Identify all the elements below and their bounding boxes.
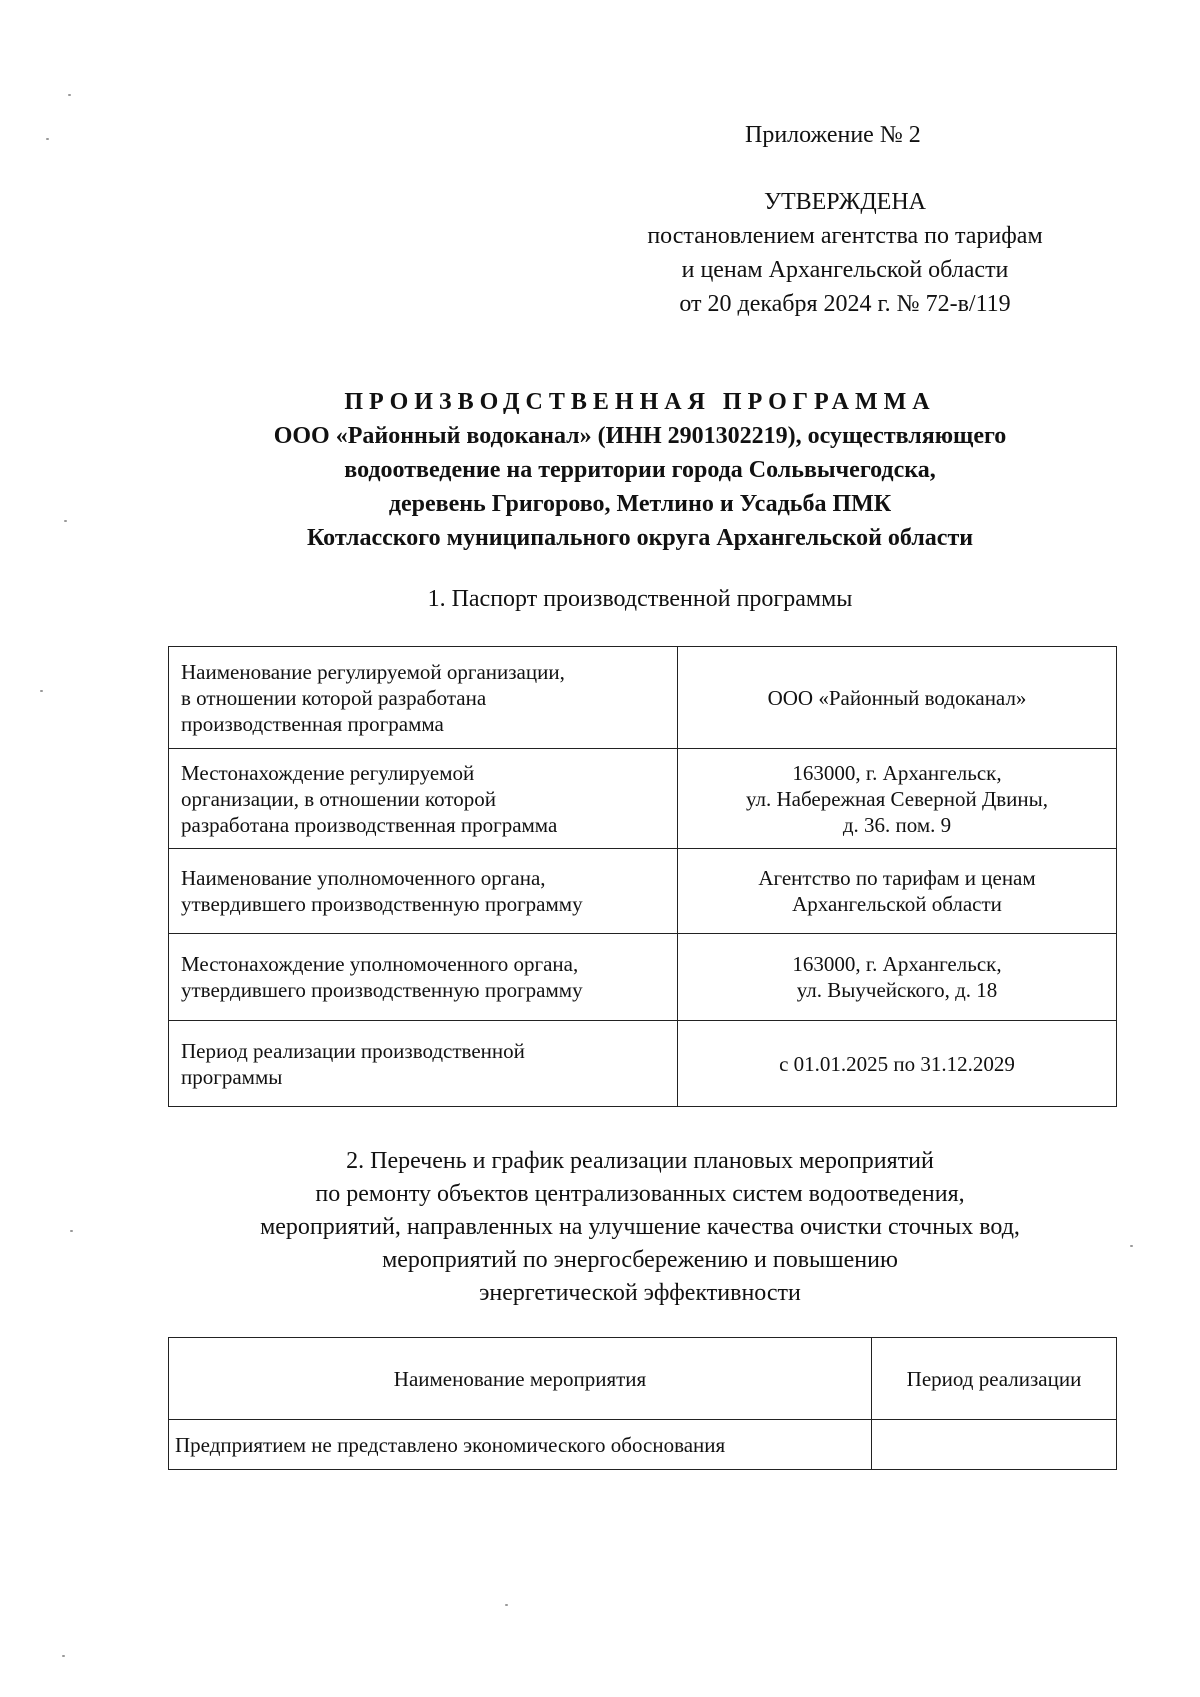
title-line-3: водоотведение на территории города Сольвычегодска, xyxy=(344,457,936,483)
label-line: утвердившего производственную программу xyxy=(181,892,583,916)
table-row xyxy=(169,849,1117,934)
scan-speck xyxy=(1130,1245,1133,1247)
table-header-row xyxy=(169,1338,1117,1420)
label-line: Наименование регулируемой организации, xyxy=(181,659,565,684)
passport-value xyxy=(678,647,1117,749)
appendix-number: Приложение № 2 xyxy=(745,122,921,148)
label-line: производственная программа xyxy=(181,711,444,736)
column-header-name: Наименование мероприятия xyxy=(169,1338,872,1420)
label-line: Наименование уполномоченного органа, xyxy=(181,866,546,890)
heading-line: 2. Перечень и график реализации плановых мероприятий xyxy=(346,1148,934,1174)
label-line: Период реализации производственной xyxy=(181,1038,525,1063)
passport-label xyxy=(169,849,678,934)
value-line: ул. Выучейского, д. 18 xyxy=(796,978,998,1002)
passport-label xyxy=(169,647,678,749)
scan-speck xyxy=(62,1655,65,1657)
scan-speck xyxy=(70,1230,73,1232)
passport-label xyxy=(169,749,678,849)
passport-value xyxy=(678,1021,1117,1107)
scan-speck xyxy=(64,520,67,522)
section-2-heading xyxy=(180,1145,1100,1310)
scan-speck xyxy=(46,138,49,140)
label-line: разработана производственная программа xyxy=(181,812,558,837)
value-line: 163000, г. Архангельск, xyxy=(792,952,1002,976)
passport-value xyxy=(678,934,1117,1021)
heading-line: мероприятий по энергосбережению и повышению xyxy=(382,1247,898,1273)
passport-label xyxy=(169,1021,678,1107)
table-row xyxy=(169,934,1117,1021)
title-line-5: Котласского муниципального округа Архангельской области xyxy=(306,525,974,551)
table-row xyxy=(169,749,1117,849)
passport-label xyxy=(169,934,678,1021)
approved-date: от 20 декабря 2024 г. № 72-в/119 xyxy=(679,291,1011,317)
table-row xyxy=(169,1021,1117,1107)
approval-stamp xyxy=(590,185,1100,321)
scan-speck xyxy=(505,1604,508,1606)
value-line: Агентство по тарифам и ценам xyxy=(758,866,1036,890)
table-row xyxy=(169,1420,1117,1470)
label-line: Местонахождение регулируемой xyxy=(181,760,475,785)
approved-by: постановлением агентства по тарифам xyxy=(647,223,1043,249)
label-line: организации, в отношении которой xyxy=(181,786,496,811)
approved-by-2: и ценам Архангельской области xyxy=(681,257,1009,283)
value-line: ул. Набережная Северной Двины, xyxy=(745,786,1049,811)
passport-value xyxy=(678,849,1117,934)
scan-speck xyxy=(40,690,43,692)
scan-speck xyxy=(68,94,71,96)
section-1-heading: 1. Паспорт производственной программы xyxy=(427,586,853,612)
table-row xyxy=(169,647,1117,749)
value-line: Архангельской области xyxy=(792,892,1002,916)
title-line-4: деревень Григорово, Метлино и Усадьба ПМК xyxy=(388,491,892,517)
value-line: 163000, г. Архангельск, xyxy=(792,760,1002,785)
value-line: ООО «Районный водоканал» xyxy=(767,685,1027,710)
label-line: утвердившего производственную программу xyxy=(181,978,583,1002)
heading-line: по ремонту объектов централизованных систем водоотведения, xyxy=(315,1181,965,1207)
passport-table xyxy=(168,646,1117,1107)
document-title xyxy=(180,385,1100,555)
heading-line: энергетической эффективности xyxy=(479,1280,801,1306)
measure-period xyxy=(872,1420,1117,1470)
label-line: программы xyxy=(181,1064,283,1089)
value-line: д. 36. пом. 9 xyxy=(842,812,952,837)
value-line: с 01.01.2025 по 31.12.2029 xyxy=(779,1051,1015,1076)
column-header-period: Период реализации xyxy=(872,1338,1117,1420)
approved-label: УТВЕРЖДЕНА xyxy=(763,189,927,215)
title-line-2: ООО «Районный водоканал» (ИНН 2901302219), осуществляющего xyxy=(273,423,1007,449)
measure-name: Предприятием не представлено экономического обоснования xyxy=(169,1420,872,1470)
passport-value xyxy=(678,749,1117,849)
label-line: Местонахождение уполномоченного органа, xyxy=(181,952,579,976)
title-line-1: ПРОИЗВОДСТВЕННАЯ ПРОГРАММА xyxy=(344,389,936,415)
heading-line: мероприятий, направленных на улучшение качества очистки сточных вод, xyxy=(260,1214,1020,1240)
label-line: в отношении которой разработана xyxy=(181,685,487,710)
measures-table xyxy=(168,1337,1117,1470)
